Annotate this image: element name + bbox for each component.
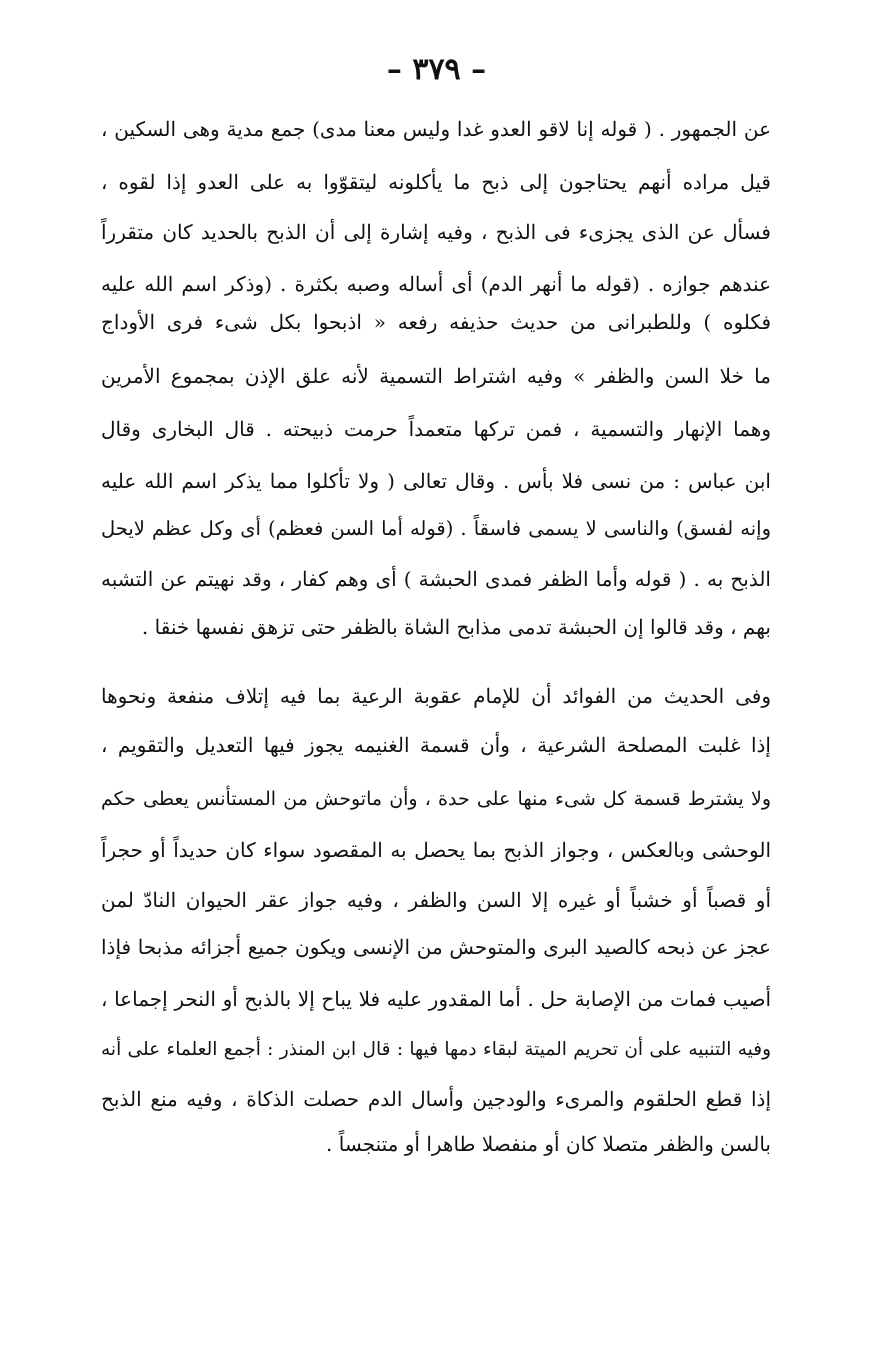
paragraph-1-line-9: وإنه لفسق) والناسى لا يسمى فاسقاً . (قوله أما السن فعظم) أى وكل عظم لايحل (101, 517, 771, 540)
paragraph-1-line-3: فسأل عن الذى يجزىء فى الذبح ، وفيه إشارة إلى أن الذبح بالحديد كان متقرراً (101, 220, 771, 244)
page-number: – ٣٧٩ – (386, 52, 487, 87)
paragraph-1-line-7: وهما الإنهار والتسمية ، فمن تركها متعمداً حرمت ذبيحته . قال البخارى وقال (101, 417, 771, 441)
paragraph-1-line-10: الذبح به . ( قوله وأما الظفر فمدى الحبشة ) أى وهم كفار ، وقد نهيتم عن التشبه (101, 567, 771, 591)
paragraph-1-line-2: قيل مراده أنهم يحتاجون إلى ذبح ما يأكلونه ليتقوّوا به على العدو إذا لقوه ، (101, 170, 771, 194)
paragraph-1-line-1: عن الجمهور . ( قوله إنا لاقو العدو غدا وليس معنا مدى) جمع مدية وهى السكين ، (101, 117, 771, 141)
paragraph-2-line-4: الوحشى وبالعكس ، وجواز الذبح بما يحصل به المقصود سواء كان حديداً أو حجراً (101, 838, 771, 862)
paragraph-2-line-1: وفى الحديث من الفوائد أن للإمام عقوبة الرعية بما فيه إتلاف منفعة ونحوها (101, 684, 771, 708)
paragraph-2-line-2: إذا غلبت المصلحة الشرعية ، وأن قسمة الغنيمه يجوز فيها التعديل والتقويم ، (101, 733, 771, 757)
paragraph-1-line-6: ما خلا السن والظفر » وفيه اشتراط التسمية لأنه علق الإذن بمجموع الأمرين (101, 364, 771, 388)
paragraph-2-line-8: وفيه التنبيه على أن تحريم الميتة لبقاء دمها فيها : قال ابن المنذر : أجمع العلماء على أنه (101, 1039, 771, 1060)
paragraph-2-line-3: ولا يشترط قسمة كل شىء منها على حدة ، وأن ماتوحش من المستأنس يعطى حكم (101, 788, 771, 810)
paragraph-2-line-5: أو قصباً أو خشباً أو غيره إلا السن والظفر ، وفيه جواز عقر الحيوان النادّ لمن (101, 888, 771, 912)
paragraph-2-line-10: بالسن والظفر متصلا كان أو منفصلا طاهرا أو متنجساً . (326, 1132, 771, 1156)
paragraph-1-line-11: بهم ، وقد قالوا إن الحبشة تدمى مذابح الشاة بالظفر حتى تزهق نفسها خنقا . (141, 615, 771, 639)
paragraph-1-line-5: فكلوه ) وللطبرانى من حديث حذيفه رفعه « اذبحوا بكل شىء فرى الأوداج (101, 310, 771, 334)
paragraph-1-line-4: عندهم جوازه . (قوله ما أنهر الدم) أى أساله وصبه بكثرة . (وذكر اسم الله عليه (101, 272, 771, 296)
paragraph-2-line-6: عجز عن ذبحه كالصيد البرى والمتوحش من الإنسى ويكون جميع أجزائه مذبحا فإذا (101, 935, 771, 959)
paragraph-1-line-8: ابن عباس : من نسى فلا بأس . وقال تعالى ( ولا تأكلوا مما يذكر اسم الله عليه (101, 469, 771, 493)
paragraph-2-line-7: أصيب فمات من الإصابة حل . أما المقدور عليه فلا يباح إلا بالذبح أو النحر إجماعا ، (101, 987, 771, 1011)
paragraph-2-line-9: إذا قطع الحلقوم والمرىء والودجين وأسال الدم حصلت الذكاة ، وفيه منع الذبح (101, 1087, 771, 1111)
